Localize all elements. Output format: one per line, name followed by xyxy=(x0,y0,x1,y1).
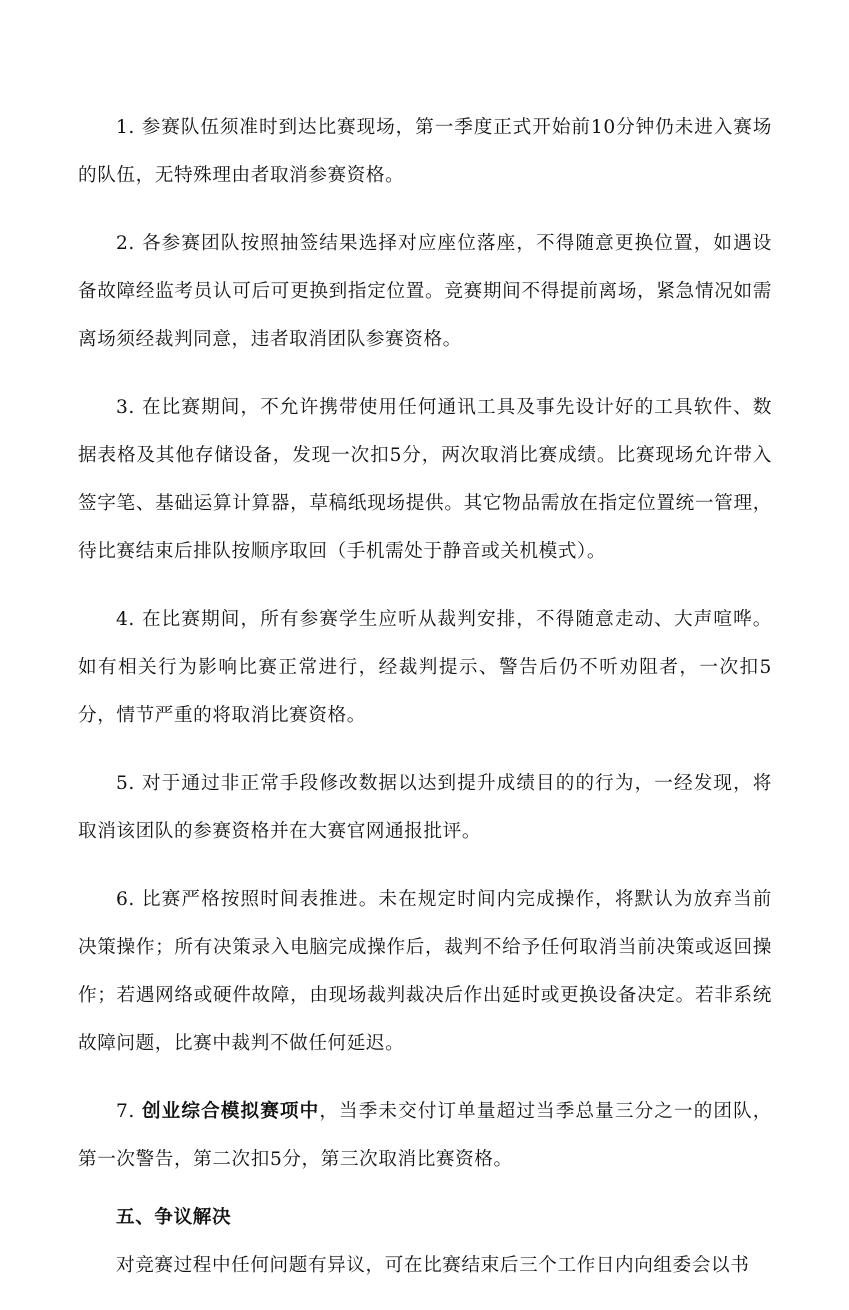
rule-item-3: 3. 在比赛期间，不允许携带使用任何通讯工具及事先设计好的工具软件、数据表格及其他存储设备，发现一次扣5分，两次取消比赛成绩。比赛现场允许带入签字笔、基础运算计算器，草稿纸现场提供。其它物品需放在指定位置统一管理，待比赛结束后排队按顺序取回（手机需处于静音或关机模式）。 xyxy=(78,397,772,562)
rule-item-5: 5. 对于通过非正常手段修改数据以达到提升成绩目的的行为，一经发现，将取消该团队的参赛资格并在大赛官网通报批评。 xyxy=(78,773,772,842)
section-heading: 五、争议解决 xyxy=(116,1207,232,1228)
document-body xyxy=(78,104,772,1310)
rule-item-6: 6. 比赛严格按照时间表推进。未在规定时间内完成操作，将默认为放弃当前决策操作；所有决策录入电脑完成操作后，裁判不给予任何取消当前决策或返回操作；若遇网络或硬件故障，由现场裁判裁决后作出延时或更换设备决定。若非系统故障问题，比赛中裁判不做任何延迟。 xyxy=(78,889,772,1054)
rule-item-4: 4. 在比赛期间，所有参赛学生应听从裁判安排，不得随意走动、大声喧哗。如有相关行为影响比赛正常进行，经裁判提示、警告后仍不听劝阻者，一次扣5分，情节严重的将取消比赛资格。 xyxy=(78,609,772,726)
rule-item-1: 1. 参赛队伍须准时到达比赛现场，第一季度正式开始前10分钟仍未进入赛场的队伍，无特殊理由者取消参赛资格。 xyxy=(78,117,772,186)
rule-item-7-text: ，当季未交付订单量超过当季总量三分之一的团队，第一次警告，第二次扣5分，第三次取消比赛资格。 xyxy=(78,1101,772,1170)
dispute-paragraph: 对竞赛过程中任何问题有异议，可在比赛结束后三个工作日内向组委会以书 xyxy=(116,1255,750,1276)
rule-item-7-bold-label: 创业综合模拟赛项中 xyxy=(141,1101,320,1122)
rule-item-7 xyxy=(78,1088,772,1184)
rule-item-7-number: 7. xyxy=(116,1101,142,1122)
rule-item-2: 2. 各参赛团队按照抽签结果选择对应座位落座，不得随意更换位置，如遇设备故障经监考员认可后可更换到指定位置。竞赛期间不得提前离场，紧急情况如需离场须经裁判同意，违者取消团队参赛资格。 xyxy=(78,233,772,350)
